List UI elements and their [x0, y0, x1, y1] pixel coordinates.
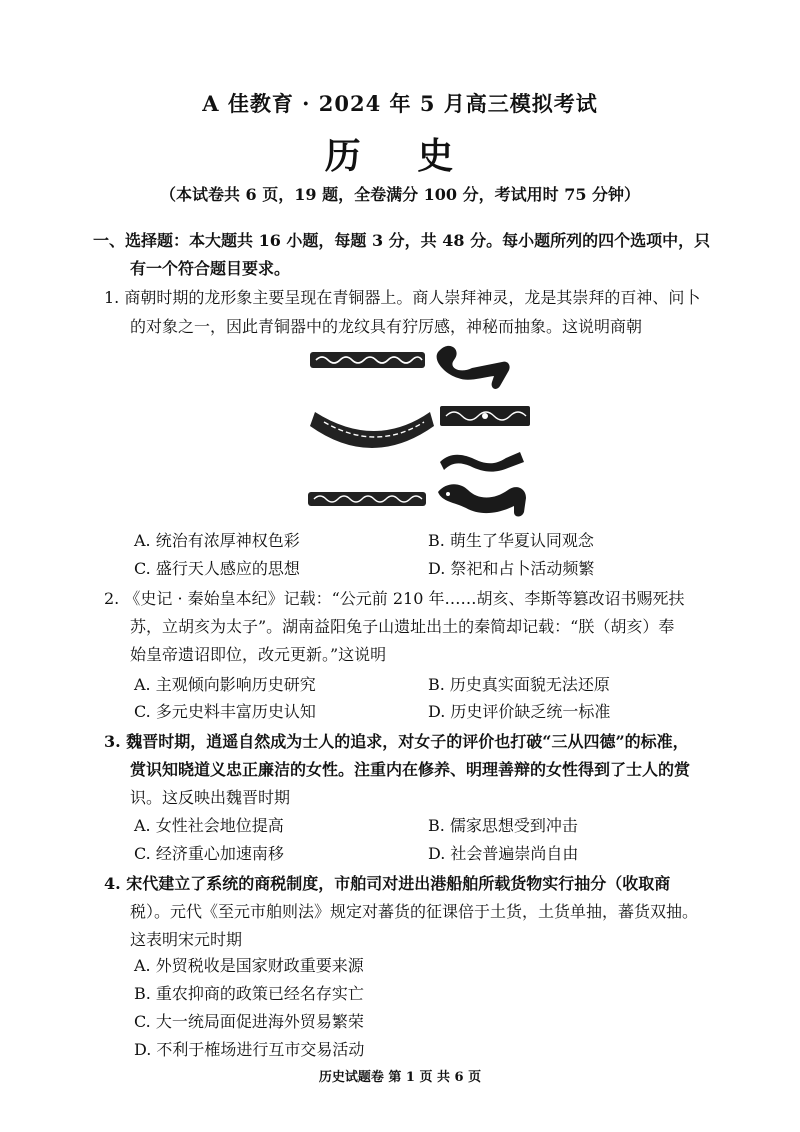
question-1-stem-line-1: 1. 商朝时期的龙形象主要呈现在青铜器上。商人崇拜神灵，龙是其崇拜的百神、问卜 [104, 288, 701, 307]
question-4-option-d: D. 不利于榷场进行互市交易活动 [134, 1040, 365, 1059]
question-4-stem-line-1: 4. 宋代建立了系统的商税制度，市舶司对进出港船舶所载货物实行抽分（收取商 [104, 874, 671, 893]
dragon-band-3 [308, 492, 426, 506]
question-2-option-a: A. 主观倾向影响历史研究 [134, 675, 316, 694]
dragon-band-1 [310, 352, 425, 368]
question-3-option-d: D. 社会普遍崇尚自由 [428, 844, 579, 863]
question-1-option-c: C. 盛行天人感应的思想 [134, 559, 300, 578]
subject-title: 历 史 [324, 135, 476, 177]
question-2-stem-line-1: 2. 《史记 · 秦始皇本纪》记载：“公元前 210 年……胡亥、李斯等篡改诏书赐死扶 [104, 589, 685, 608]
section-heading: 一、选择题：本大题共 16 小题，每题 3 分，共 48 分。每小题所列的四个选项中，只 [93, 231, 711, 250]
question-2-option-b: B. 历史真实面貌无法还原 [428, 675, 610, 694]
question-2-stem-line-2: 苏，立胡亥为太子”。湖南益阳兔子山遗址出土的秦简却记载：“朕（胡亥）奉 [130, 617, 675, 636]
question-2-option-d: D. 历史评价缺乏统一标准 [428, 702, 611, 721]
section-heading-cont: 有一个符合题目要求。 [130, 259, 291, 278]
question-1-stem-line-2: 的对象之一，因此青铜器中的龙纹具有狞厉感，神秘而抽象。这说明商朝 [130, 317, 643, 336]
dragon-figure-3 [438, 484, 526, 516]
question-1-option-d: D. 祭祀和占卜活动频繁 [428, 559, 595, 578]
question-2-stem-line-3: 始皇帝遗诏即位，改元更新。”这说明 [130, 645, 387, 664]
dragon-figure-2 [440, 452, 524, 472]
exam-note: （本试卷共 6 页，19 题，全卷满分 100 分，考试用时 75 分钟） [159, 185, 641, 204]
question-3-option-a: A. 女性社会地位提高 [134, 816, 284, 835]
bronze-dragon-patterns-figure [300, 340, 540, 530]
question-2-option-c: C. 多元史料丰富历史认知 [134, 702, 316, 721]
question-1-option-a: A. 统治有浓厚神权色彩 [134, 531, 300, 550]
page-footer: 历史试题卷 第 1 页 共 6 页 [318, 1070, 482, 1085]
question-4-option-a: A. 外贸税收是国家财政重要来源 [134, 956, 364, 975]
dragon-arc-ornament [310, 412, 434, 448]
question-4-option-b: B. 重农抑商的政策已经名存实亡 [134, 984, 364, 1003]
question-1-option-b: B. 萌生了华夏认同观念 [428, 531, 594, 550]
question-4-option-c: C. 大一统局面促进海外贸易繁荣 [134, 1012, 364, 1031]
question-3-option-b: B. 儒家思想受到冲击 [428, 816, 578, 835]
question-4-stem-line-3: 这表明宋元时期 [130, 930, 243, 949]
exam-title: A 佳教育 · 2024 年 5 月高三模拟考试 [202, 91, 598, 116]
question-3-option-c: C. 经济重心加速南移 [134, 844, 284, 863]
question-3-stem-line-2: 赏识知晓道义忠正廉洁的女性。注重内在修养、明理善辩的女性得到了士人的赏 [130, 760, 691, 779]
question-3-stem-line-3: 识。这反映出魏晋时期 [130, 788, 291, 807]
question-3-stem-line-1: 3. 魏晋时期，逍遥自然成为士人的追求，对女子的评价也打破“三从四德”的标准， [104, 732, 689, 751]
dragon-band-2 [440, 406, 530, 426]
question-4-stem-line-2: 税）。元代《至元市舶则法》规定对蕃货的征课倍于土货，土货单抽，蕃货双抽。 [130, 902, 699, 921]
dragon-figure-1 [437, 346, 510, 389]
